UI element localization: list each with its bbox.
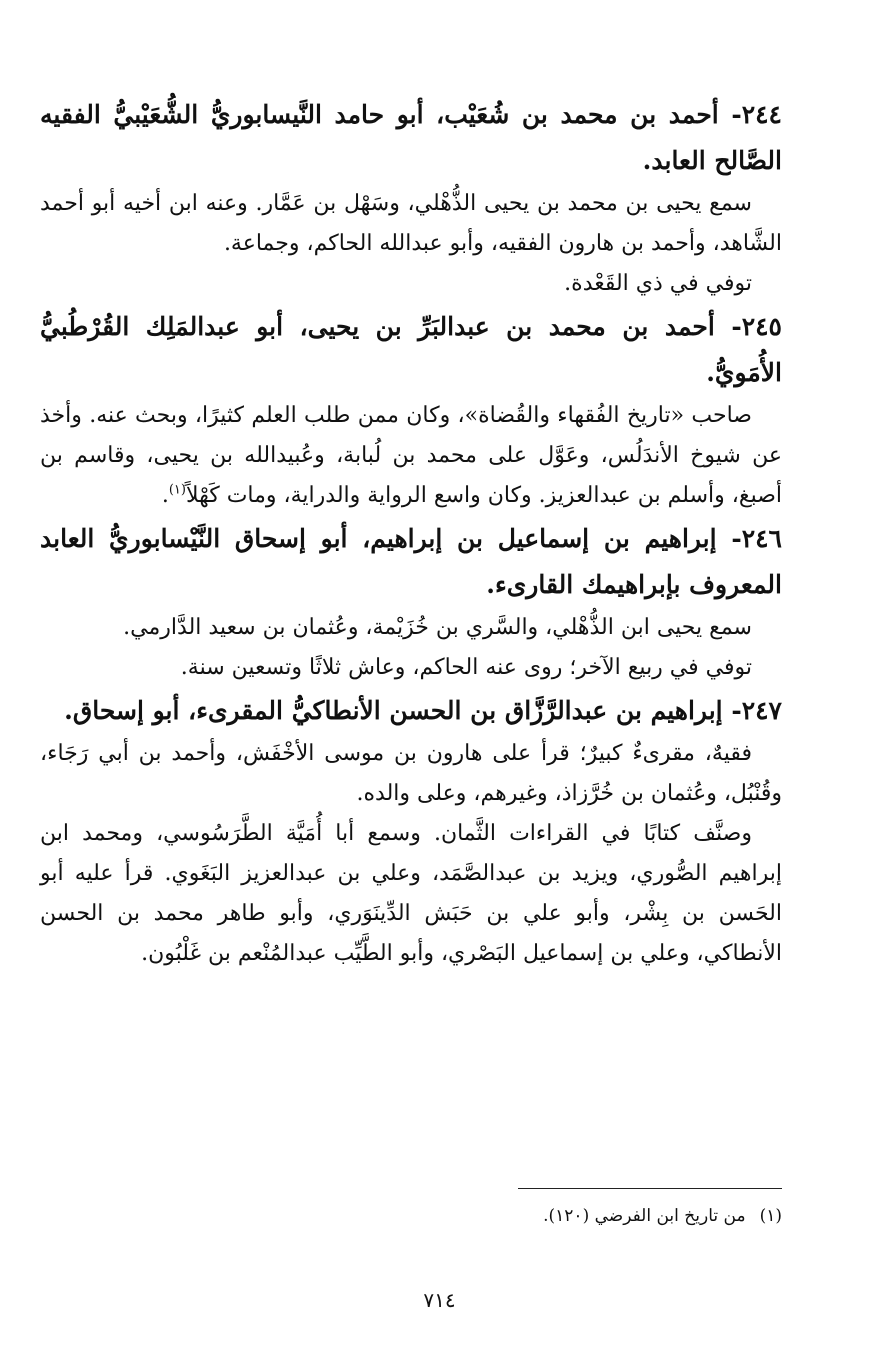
entry-paragraph: فقيهٌ، مقرىءٌ كبيرٌ؛ قرأ على هارون بن موسى الأخْفَش، وأحمد بن أبي رَجَاء، وقُنْبُل، وعُثمان بن خُرَّزاذ، وغيرهم، وعلى والده. xyxy=(40,741,782,806)
entry-245 xyxy=(40,304,782,516)
footnote-ref[interactable]: (١) xyxy=(168,482,186,498)
entry-paragraph: سمع يحيى بن محمد بن يحيى الذُّهْلي، وسَهْل بن عَمَّار. وعنه ابن أخيه أبو أحمد الشَّاهد، وأحمد بن هارون الفقيه، وأبو عبدالله الحاكم، وجماعة. xyxy=(40,191,782,256)
entry-title: ٢٤٤- أحمد بن محمد بن شُعَيْب، أبو حامد النَّيسابوريُّ الشُّعَيْبيُّ الفقيه الصَّالح العابد. xyxy=(40,100,782,175)
entry-title: ٢٤٧- إبراهيم بن عبدالرَّزَّاق بن الحسن الأنطاكيُّ المقرىء، أبو إسحاق. xyxy=(64,696,782,725)
entry-paragraph: توفي في ذي القَعْدة. xyxy=(564,271,752,296)
page-body xyxy=(40,92,782,974)
entry-247 xyxy=(40,688,782,974)
entry-paragraph: سمع يحيى ابن الذُّهْلي، والسَّري بن خُزَيْمة، وعُثمان بن سعيد الدَّارمي. xyxy=(123,615,752,640)
entry-paragraph-text: صاحب «تاريخ الفُقهاء والقُضاة»، وكان ممن طلب العلم كثيرًا، وبحث عنه. وأخذ عن شيوخ الأندَلُس، وعَوَّل على محمد بن لُبابة، وعُبيدالله بن يحيى، وقاسم بن أصبغ، وأسلم بن عبدالعزيز. وكان واسع الرواية والدراية، ومات كَهْلاً xyxy=(40,403,782,508)
footnote xyxy=(300,1202,782,1230)
entry-paragraph: توفي في ربيع الآخر؛ روى عنه الحاكم، وعاش ثلاثًا وتسعين سنة. xyxy=(180,655,752,680)
entry-title: ٢٤٦- إبراهيم بن إسماعيل بن إبراهيم، أبو إسحاق النَّيْسابوريُّ العابد المعروف بإبراهيمك القارىء. xyxy=(40,524,782,599)
entry-paragraph: صاحب «تاريخ الفُقهاء والقُضاة»، وكان ممن طلب العلم كثيرًا، وبحث عنه. وأخذ عن شيوخ الأندَلُس، وعَوَّل على محمد بن لُبابة، وعُبيدالله بن يحيى، وقاسم بن أصبغ، وأسلم بن عبدالعزيز. وكان واسع الرواية والدراية، ومات كَهْلاً$^{(١)}$. xyxy=(40,403,782,508)
entry-title: ٢٤٥- أحمد بن محمد بن عبدالبَرِّ بن يحيى، أبو عبدالمَلِك القُرْطُبيُّ الأُمَويُّ. xyxy=(40,312,782,387)
footnote-text: من تاريخ ابن الفرضي (١٢٠). xyxy=(543,1206,746,1226)
entry-paragraph: وصنَّف كتابًا في القراءات الثَّمان. وسمع أبا أُمَيَّة الطَّرَسُوسي، ومحمد ابن إبراهيم الصُّوري، ويزيد بن عبدالصَّمَد، وعلي بن عبدالعزيز البَغَوي. قرأ عليه أبو الحَسن بن بِشْر، وأبو علي بن حَبَش الدِّينَوَري، وأبو طاهر محمد بن الحسن الأنطاكي، وعلي بن إسماعيل البَصْري، وأبو الطَّيِّب عبدالمُنْعم بن غَلْبُون. xyxy=(40,821,782,966)
footnote-number: (١) xyxy=(759,1206,782,1226)
entry-244 xyxy=(40,92,782,304)
footnote-divider xyxy=(518,1188,782,1189)
page-number: ٧١٤ xyxy=(423,1288,456,1312)
entry-246 xyxy=(40,516,782,688)
